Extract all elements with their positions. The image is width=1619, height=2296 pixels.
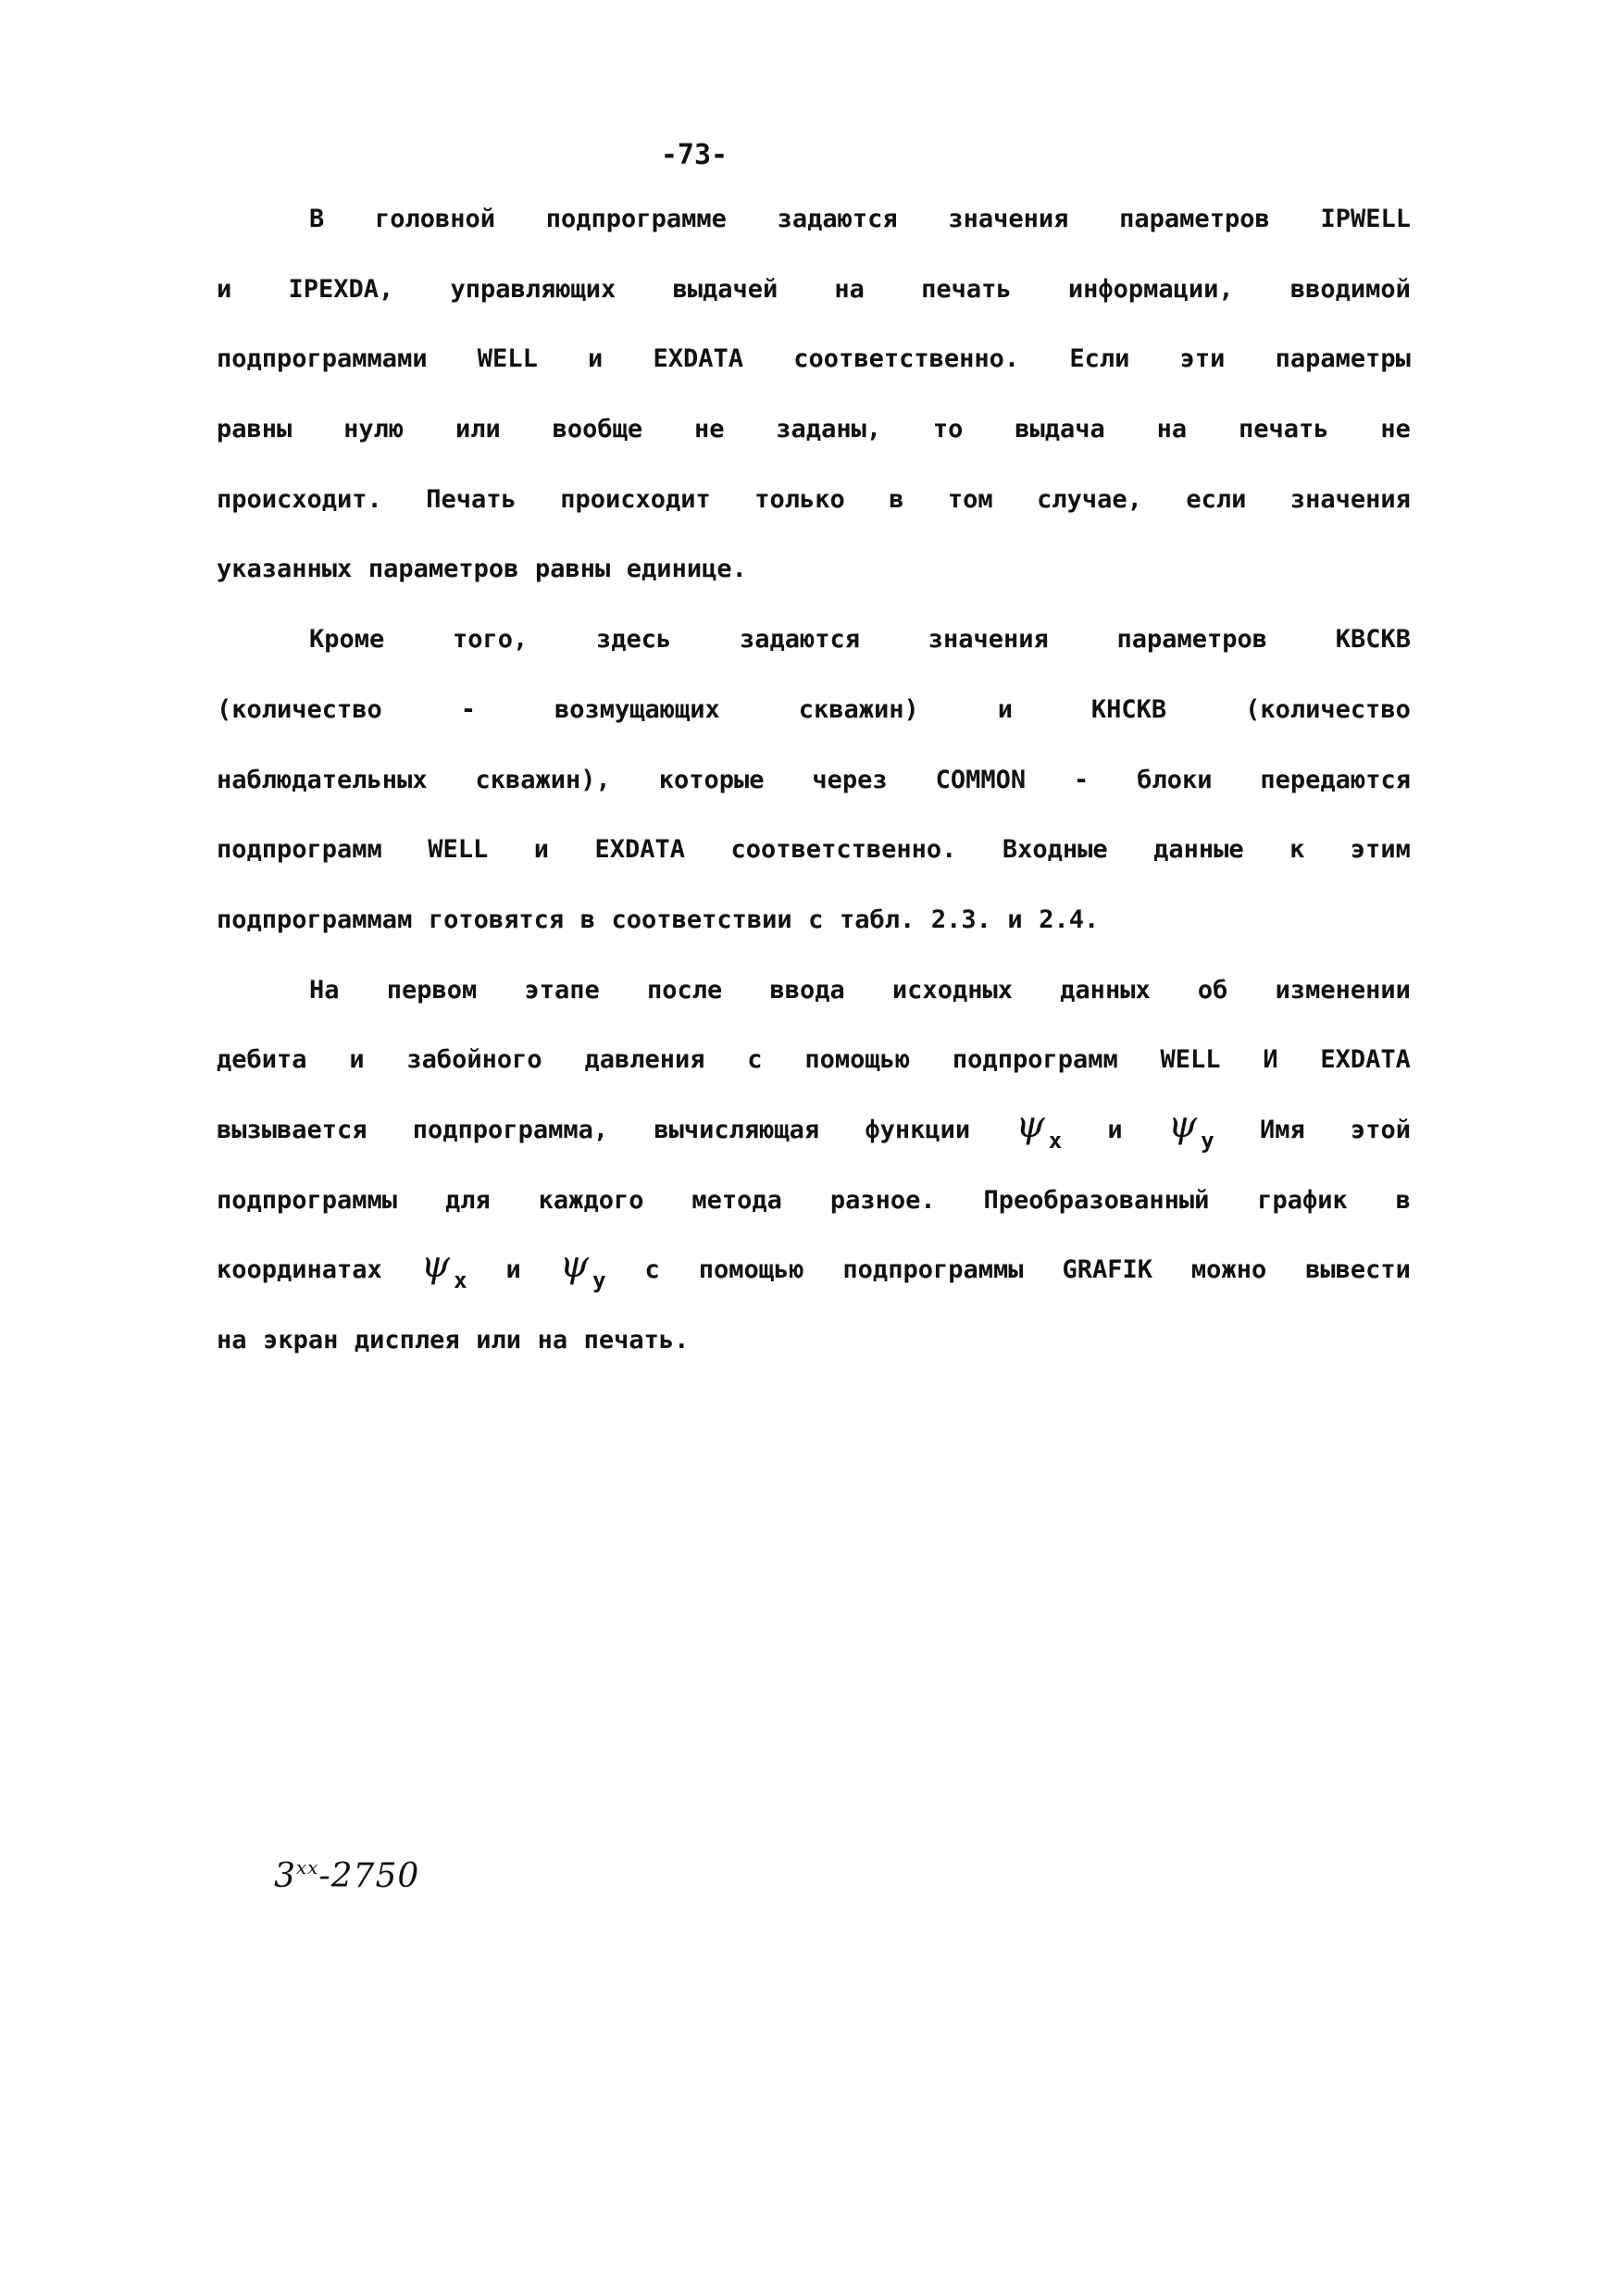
word: значения bbox=[1289, 484, 1411, 514]
word: заданы, bbox=[776, 415, 882, 444]
word: на bbox=[834, 274, 865, 304]
word: На bbox=[309, 975, 340, 1004]
word: можно bbox=[1190, 1255, 1267, 1285]
word: каждого bbox=[538, 1185, 644, 1215]
text-line bbox=[217, 755, 1411, 826]
word: с bbox=[808, 905, 824, 934]
word: первом bbox=[386, 975, 478, 1004]
word: и bbox=[349, 1045, 365, 1075]
word: функции bbox=[865, 1115, 971, 1144]
psi-glyph: ψ bbox=[1167, 1103, 1198, 1146]
word: ввода bbox=[769, 975, 845, 1004]
word: соответственно. bbox=[793, 344, 1020, 374]
word: - bbox=[460, 694, 477, 724]
word: вводимой bbox=[1289, 274, 1411, 304]
word: возмущающих bbox=[554, 694, 720, 724]
word: дисплея bbox=[354, 1326, 460, 1354]
word: метода bbox=[691, 1185, 782, 1215]
text-line bbox=[217, 405, 1411, 475]
word: соответствии bbox=[611, 905, 792, 934]
word: Кроме bbox=[309, 625, 385, 655]
word: значения bbox=[928, 625, 1049, 655]
word: том bbox=[947, 484, 993, 514]
word: данные bbox=[1153, 835, 1244, 865]
word: вообще bbox=[552, 415, 643, 444]
psi-symbol bbox=[560, 1245, 606, 1316]
word: если bbox=[1186, 484, 1247, 514]
word: не bbox=[1380, 415, 1411, 444]
word: В bbox=[309, 205, 325, 233]
word: параметров bbox=[1119, 205, 1270, 233]
word: подпрограмм bbox=[952, 1045, 1118, 1075]
word: KHCKB bbox=[1090, 694, 1167, 724]
word: IPEXDA, bbox=[288, 274, 394, 304]
text-line bbox=[217, 194, 1411, 265]
word: параметров bbox=[367, 555, 519, 584]
word: на bbox=[537, 1326, 568, 1354]
word: значения bbox=[948, 205, 1069, 233]
word: и bbox=[1007, 905, 1023, 934]
word: EXDATA bbox=[594, 835, 686, 865]
page-number: -73- bbox=[660, 139, 729, 171]
word: головной bbox=[375, 205, 496, 233]
word: - bbox=[1074, 765, 1090, 794]
word: которые bbox=[658, 765, 765, 794]
note-rest: -2750 bbox=[318, 1857, 420, 1895]
word: или bbox=[455, 415, 501, 444]
word: с bbox=[644, 1255, 660, 1285]
word: вычисляющая bbox=[654, 1115, 820, 1144]
word: случае, bbox=[1037, 484, 1142, 514]
word: эти bbox=[1179, 344, 1226, 374]
note-base: 3 bbox=[274, 1857, 296, 1895]
word: вызывается bbox=[217, 1115, 367, 1144]
word: IPWELL bbox=[1320, 205, 1411, 233]
word: происходит. bbox=[217, 484, 382, 514]
text-line bbox=[217, 685, 1411, 755]
word: для bbox=[444, 1185, 491, 1215]
word: И bbox=[1263, 1045, 1278, 1075]
word: готовятся bbox=[428, 905, 565, 934]
text-line bbox=[217, 1316, 1411, 1386]
psi-glyph: ψ bbox=[420, 1243, 451, 1287]
psi-subscript: y bbox=[592, 1267, 606, 1294]
psi-subscript: x bbox=[454, 1267, 467, 1294]
word: 2.3. bbox=[930, 905, 991, 934]
word: Преобразованный bbox=[983, 1185, 1210, 1215]
text-line bbox=[217, 544, 1411, 615]
word: в bbox=[1395, 1185, 1411, 1215]
word: KBCKB bbox=[1335, 625, 1411, 655]
word: печать bbox=[921, 274, 1012, 304]
word: изменении bbox=[1275, 975, 1411, 1004]
text-line bbox=[217, 615, 1411, 685]
word: единице. bbox=[626, 555, 747, 584]
word: этим bbox=[1350, 835, 1411, 865]
word: и bbox=[997, 694, 1013, 724]
psi-subscript: x bbox=[1048, 1127, 1063, 1154]
word: подпрограмма, bbox=[412, 1115, 609, 1144]
word: на bbox=[217, 1326, 247, 1354]
word: COMMON bbox=[935, 765, 1027, 794]
word: помощью bbox=[698, 1255, 804, 1285]
word: задаются bbox=[777, 205, 898, 233]
word: происходит bbox=[560, 484, 711, 514]
word: печать bbox=[1238, 415, 1329, 444]
word: данных bbox=[1060, 975, 1151, 1004]
word: WELL bbox=[428, 835, 489, 865]
text-line bbox=[217, 966, 1411, 1036]
word: и bbox=[505, 1255, 521, 1285]
word: передаются bbox=[1260, 765, 1411, 794]
word: скважин), bbox=[475, 765, 611, 794]
word: разное. bbox=[829, 1185, 936, 1215]
word: в bbox=[579, 905, 595, 934]
word: вывести bbox=[1305, 1255, 1411, 1285]
word: дебита bbox=[217, 1045, 307, 1075]
word: не bbox=[693, 415, 725, 444]
text-line bbox=[217, 1245, 1411, 1316]
word: исходных bbox=[891, 975, 1013, 1004]
text-line bbox=[217, 1176, 1411, 1246]
word: координатах bbox=[217, 1255, 382, 1285]
word: на bbox=[1156, 415, 1188, 444]
word: нулю bbox=[343, 415, 405, 444]
text-line bbox=[217, 895, 1411, 966]
word: об bbox=[1197, 975, 1228, 1004]
word: подпрограммы bbox=[842, 1255, 1024, 1285]
word: помощью bbox=[804, 1045, 911, 1075]
word: давления bbox=[584, 1045, 705, 1075]
text-line bbox=[217, 1035, 1411, 1105]
psi-glyph: ψ bbox=[559, 1243, 590, 1287]
word: то bbox=[932, 415, 964, 444]
word: Печать bbox=[426, 484, 517, 514]
word: этапе bbox=[524, 975, 600, 1004]
word: этой bbox=[1350, 1115, 1411, 1144]
word: здесь bbox=[595, 625, 672, 655]
word: подпрограмме bbox=[545, 205, 727, 233]
psi-subscript: y bbox=[1201, 1127, 1214, 1154]
word: подпрограммы bbox=[217, 1185, 398, 1215]
word: забойного bbox=[406, 1045, 542, 1075]
word: через bbox=[812, 765, 888, 794]
word: выдача bbox=[1015, 415, 1105, 444]
word: наблюдательных bbox=[217, 765, 428, 794]
handwritten-note bbox=[274, 1856, 419, 1895]
word: EXDATA bbox=[1320, 1045, 1411, 1075]
word: WELL bbox=[477, 344, 538, 374]
word: Если bbox=[1069, 344, 1130, 374]
word: с bbox=[747, 1045, 763, 1075]
word: Входные bbox=[1002, 835, 1108, 865]
word: экран bbox=[263, 1326, 339, 1354]
psi-symbol bbox=[1015, 1105, 1062, 1176]
word: и bbox=[588, 344, 604, 374]
word: 2.4. bbox=[1039, 905, 1100, 934]
note-sup: хх bbox=[295, 1856, 319, 1878]
word: подпрограмм bbox=[217, 835, 382, 865]
word: равны bbox=[217, 415, 293, 444]
body-text bbox=[217, 194, 1411, 1386]
text-line bbox=[217, 475, 1411, 545]
psi-symbol bbox=[421, 1245, 467, 1316]
word: скважин) bbox=[798, 694, 919, 724]
word: GRAFIK bbox=[1062, 1255, 1152, 1285]
word: и bbox=[217, 274, 232, 304]
word: равны bbox=[534, 555, 611, 584]
word: параметров bbox=[1116, 625, 1268, 655]
text-line bbox=[217, 825, 1411, 895]
word: управляющих bbox=[450, 274, 616, 304]
word: график bbox=[1257, 1185, 1348, 1215]
word: к bbox=[1289, 835, 1305, 865]
word: выдачей bbox=[672, 274, 778, 304]
word: задаются bbox=[739, 625, 860, 655]
word: подпрограммам bbox=[217, 905, 413, 934]
word: и bbox=[533, 835, 550, 865]
word: подпрограммами bbox=[217, 344, 428, 374]
word: WELL bbox=[1160, 1045, 1221, 1075]
word: того, bbox=[452, 625, 529, 655]
word: EXDATA bbox=[653, 344, 744, 374]
word: Имя bbox=[1259, 1115, 1305, 1144]
word: (количество bbox=[1245, 694, 1411, 724]
word: и bbox=[1107, 1115, 1123, 1144]
word: только bbox=[754, 484, 845, 514]
text-line bbox=[217, 265, 1411, 335]
word: в bbox=[889, 484, 904, 514]
word: информации, bbox=[1067, 274, 1234, 304]
word: указанных bbox=[217, 555, 353, 584]
word: соответственно. bbox=[730, 835, 957, 865]
psi-glyph: ψ bbox=[1015, 1103, 1045, 1146]
word: параметры bbox=[1275, 344, 1411, 374]
text-line bbox=[217, 1105, 1411, 1176]
word: или bbox=[476, 1326, 522, 1354]
word: табл. bbox=[839, 905, 915, 934]
word: блоки bbox=[1137, 765, 1213, 794]
psi-symbol bbox=[1168, 1105, 1214, 1176]
word: после bbox=[646, 975, 723, 1004]
text-line bbox=[217, 334, 1411, 405]
word: печать. bbox=[583, 1326, 690, 1354]
word: (количество bbox=[217, 694, 382, 724]
